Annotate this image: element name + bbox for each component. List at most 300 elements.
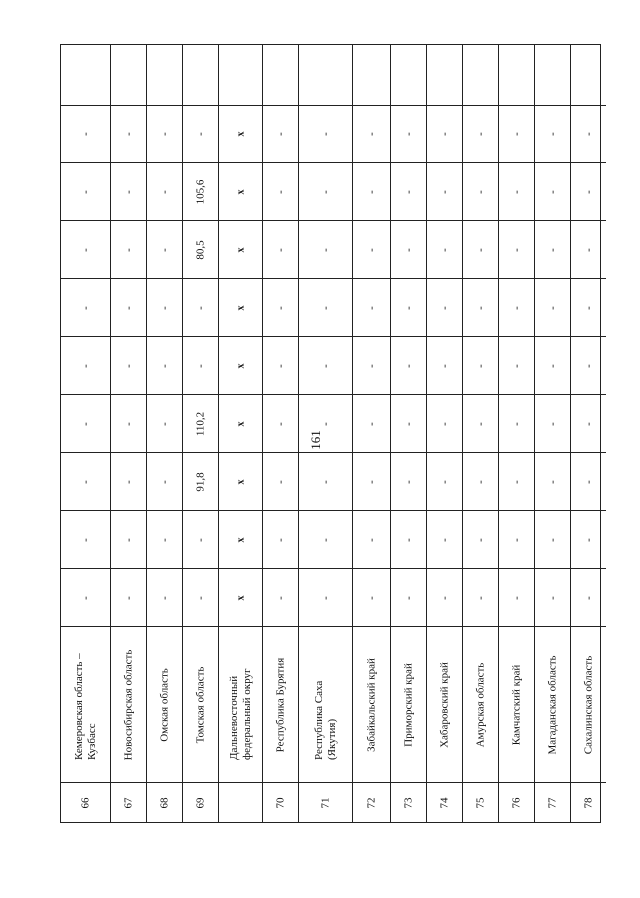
value-cell-text: - — [510, 595, 522, 600]
value-cell — [111, 220, 146, 278]
value-cell — [111, 162, 146, 220]
region-name-cell-text: Приморский край — [402, 662, 414, 747]
value-cell-text: - — [438, 421, 450, 426]
value-cell-text: - — [319, 479, 331, 484]
value-cell — [499, 510, 534, 568]
value-cell-text: - — [546, 189, 558, 194]
value-cell-text: - — [546, 305, 558, 310]
row-number-cell-text: 71 — [319, 797, 331, 808]
table-row — [571, 45, 606, 822]
value-cell — [263, 394, 298, 452]
region-name-cell — [499, 626, 534, 782]
value-cell — [263, 278, 298, 336]
table-row — [183, 45, 219, 822]
value-cell — [353, 278, 390, 336]
value-cell-text: - — [122, 421, 134, 426]
data-table — [60, 44, 601, 823]
value-cell-text: - — [438, 479, 450, 484]
row-number-cell-text: 67 — [122, 797, 134, 808]
table-row — [535, 45, 571, 822]
row-number-cell — [219, 782, 262, 822]
value-cell — [61, 568, 110, 626]
value-cell — [61, 220, 110, 278]
region-name-cell-text: Новосибирская область — [122, 649, 134, 760]
value-cell-text: - — [365, 363, 377, 368]
value-cell — [427, 220, 462, 278]
value-cell-text: - — [319, 595, 331, 600]
region-name-cell-text: Омская область — [158, 667, 170, 742]
row-number-cell — [353, 782, 390, 822]
value-cell — [499, 220, 534, 278]
value-cell-text: - — [194, 537, 206, 542]
value-cell-text: - — [402, 421, 414, 426]
value-cell-text: - — [582, 537, 594, 542]
page-number: 161 — [308, 430, 323, 450]
value-cell — [463, 336, 498, 394]
value-cell — [499, 568, 534, 626]
value-cell-text: - — [274, 363, 286, 368]
value-cell — [427, 452, 462, 510]
value-cell — [353, 452, 390, 510]
value-cell-text: - — [546, 363, 558, 368]
value-cell-text: - — [582, 132, 594, 136]
value-cell — [463, 568, 498, 626]
value-cell — [391, 220, 426, 278]
value-cell — [299, 278, 352, 336]
value-cell-text: - — [582, 247, 594, 252]
region-name-cell — [427, 626, 462, 782]
value-cell — [535, 220, 570, 278]
value-cell-text: 110,2 — [194, 411, 206, 436]
value-cell — [571, 394, 606, 452]
value-cell — [219, 452, 262, 510]
value-cell — [183, 105, 218, 162]
value-cell — [571, 510, 606, 568]
value-cell-text: - — [122, 305, 134, 310]
region-name-cell — [147, 626, 182, 782]
value-cell — [183, 452, 218, 510]
value-cell-text: - — [402, 479, 414, 484]
value-cell — [353, 220, 390, 278]
value-cell-text: - — [365, 595, 377, 600]
value-cell — [571, 278, 606, 336]
value-cell — [499, 105, 534, 162]
value-cell-text: - — [582, 421, 594, 426]
table-row — [427, 45, 463, 822]
value-cell-text: - — [474, 247, 486, 252]
value-cell — [571, 220, 606, 278]
value-cell — [535, 568, 570, 626]
value-cell-text: - — [122, 595, 134, 600]
region-name-cell — [353, 626, 390, 782]
value-cell-text: - — [438, 305, 450, 310]
value-cell-text: - — [194, 595, 206, 600]
value-cell-text: - — [122, 479, 134, 484]
table-row — [299, 45, 353, 822]
value-cell — [219, 510, 262, 568]
value-cell — [427, 105, 462, 162]
value-cell — [353, 568, 390, 626]
table-row — [353, 45, 391, 822]
value-cell — [353, 162, 390, 220]
value-cell-text: 91,8 — [194, 471, 206, 492]
value-cell — [499, 162, 534, 220]
value-cell-text: - — [510, 132, 522, 136]
value-cell — [147, 452, 182, 510]
value-cell-text: - — [438, 247, 450, 252]
value-cell — [263, 220, 298, 278]
value-cell — [299, 105, 352, 162]
value-cell — [353, 336, 390, 394]
table-row — [391, 45, 427, 822]
region-name-cell-text: Магаданская область — [546, 654, 558, 755]
value-cell — [219, 105, 262, 162]
value-cell-text: - — [79, 537, 91, 542]
region-name-cell-text: Республика Бурятия — [274, 657, 286, 752]
row-number-cell — [61, 782, 110, 822]
value-cell — [183, 336, 218, 394]
row-number-cell-text: 68 — [158, 797, 170, 808]
table-row — [499, 45, 535, 822]
row-number-cell-text: 72 — [365, 797, 377, 808]
value-cell-text: - — [158, 479, 170, 484]
value-cell — [571, 568, 606, 626]
value-cell — [427, 162, 462, 220]
value-cell-text: - — [122, 247, 134, 252]
value-cell-text: - — [319, 421, 331, 426]
value-cell — [147, 510, 182, 568]
row-number-cell — [499, 782, 534, 822]
value-cell-text: x — [235, 479, 246, 484]
row-number-cell — [183, 782, 218, 822]
value-cell-text: - — [402, 363, 414, 368]
value-cell-text: - — [582, 595, 594, 600]
value-cell-text: - — [274, 189, 286, 194]
value-cell — [571, 336, 606, 394]
value-cell-text: - — [158, 132, 170, 136]
value-cell — [535, 394, 570, 452]
row-number-cell — [535, 782, 570, 822]
value-cell-text: - — [402, 247, 414, 252]
value-cell — [571, 452, 606, 510]
value-cell — [183, 278, 218, 336]
value-cell-text: - — [474, 363, 486, 368]
value-cell — [61, 162, 110, 220]
value-cell-text: - — [79, 305, 91, 310]
value-cell-text: - — [365, 305, 377, 310]
value-cell-text: - — [274, 247, 286, 252]
value-cell — [111, 568, 146, 626]
value-cell — [219, 394, 262, 452]
value-cell — [535, 162, 570, 220]
value-cell — [147, 336, 182, 394]
table-row — [147, 45, 183, 822]
region-name-cell-text: Хабаровский край — [438, 661, 450, 748]
value-cell-text: - — [438, 595, 450, 600]
value-cell — [499, 336, 534, 394]
value-cell — [263, 336, 298, 394]
row-number-cell-text: 75 — [474, 797, 486, 808]
value-cell-text: - — [79, 189, 91, 194]
value-cell-text: - — [546, 479, 558, 484]
value-cell — [353, 105, 390, 162]
value-cell-text: 80,5 — [194, 239, 206, 260]
value-cell-text: - — [510, 363, 522, 368]
value-cell-text: - — [79, 363, 91, 368]
region-name-cell — [299, 626, 352, 782]
value-cell-text: - — [510, 189, 522, 194]
value-cell — [391, 336, 426, 394]
region-name-cell — [61, 626, 110, 782]
value-cell-text: - — [158, 305, 170, 310]
value-cell-text: - — [79, 247, 91, 252]
region-name-cell-text: Камчатский край — [510, 664, 522, 745]
value-cell — [299, 336, 352, 394]
value-cell-text: - — [274, 537, 286, 542]
value-cell-text: - — [194, 132, 206, 136]
value-cell-text: - — [546, 132, 558, 136]
value-cell — [61, 336, 110, 394]
value-cell-text: - — [402, 595, 414, 600]
value-cell-text: x — [235, 421, 246, 426]
value-cell-text: x — [235, 131, 246, 137]
value-cell-text: - — [365, 479, 377, 484]
value-cell-text: - — [365, 247, 377, 252]
value-cell-text: - — [194, 363, 206, 368]
value-cell — [391, 568, 426, 626]
value-cell — [61, 105, 110, 162]
value-cell-text: - — [274, 132, 286, 136]
value-cell — [263, 162, 298, 220]
value-cell — [219, 568, 262, 626]
value-cell-text: - — [438, 132, 450, 136]
value-cell-text: - — [474, 132, 486, 136]
row-number-cell-text: 77 — [546, 797, 558, 808]
value-cell — [61, 394, 110, 452]
row-number-cell-text: 74 — [438, 797, 450, 808]
value-cell — [147, 162, 182, 220]
value-cell-text: - — [319, 132, 331, 136]
value-cell-text: - — [122, 132, 134, 136]
value-cell — [463, 220, 498, 278]
value-cell — [353, 394, 390, 452]
value-cell — [111, 336, 146, 394]
value-cell-text: - — [546, 595, 558, 600]
region-name-cell — [571, 626, 606, 782]
value-cell — [147, 568, 182, 626]
region-name-cell — [263, 626, 298, 782]
value-cell — [463, 162, 498, 220]
value-cell — [147, 278, 182, 336]
value-cell — [183, 220, 218, 278]
value-cell-text: - — [402, 132, 414, 136]
value-cell-text: - — [79, 132, 91, 136]
value-cell-text: - — [402, 189, 414, 194]
value-cell-text: - — [438, 537, 450, 542]
value-cell-text: - — [79, 479, 91, 484]
value-cell-text: - — [438, 363, 450, 368]
value-cell — [499, 394, 534, 452]
region-name-cell — [219, 626, 262, 782]
value-cell — [299, 162, 352, 220]
value-cell — [299, 394, 352, 452]
value-cell — [263, 568, 298, 626]
value-cell — [147, 394, 182, 452]
table-row — [219, 45, 263, 822]
value-cell — [391, 452, 426, 510]
value-cell — [427, 278, 462, 336]
value-cell — [147, 220, 182, 278]
row-number-cell-text: 73 — [402, 797, 414, 808]
value-cell — [299, 568, 352, 626]
value-cell-text: - — [365, 537, 377, 542]
value-cell — [535, 452, 570, 510]
value-cell-text: - — [319, 305, 331, 310]
value-cell — [299, 510, 352, 568]
value-cell — [111, 278, 146, 336]
value-cell — [499, 278, 534, 336]
value-cell-text: - — [122, 363, 134, 368]
table-row — [463, 45, 499, 822]
value-cell — [61, 452, 110, 510]
region-name-cell — [183, 626, 218, 782]
value-cell-text: x — [235, 189, 246, 194]
value-cell-text: - — [365, 189, 377, 194]
value-cell-text: - — [158, 247, 170, 252]
value-cell-text: - — [546, 537, 558, 542]
value-cell — [219, 162, 262, 220]
value-cell — [263, 452, 298, 510]
value-cell — [391, 278, 426, 336]
value-cell — [219, 336, 262, 394]
value-cell-text: - — [158, 421, 170, 426]
row-number-cell-text: 66 — [79, 797, 91, 808]
value-cell — [391, 162, 426, 220]
value-cell-text: - — [274, 595, 286, 600]
row-number-cell — [263, 782, 298, 822]
value-cell — [219, 220, 262, 278]
value-cell — [183, 162, 218, 220]
value-cell — [535, 105, 570, 162]
value-cell — [391, 105, 426, 162]
row-number-cell — [427, 782, 462, 822]
value-cell-text: x — [235, 537, 246, 542]
value-cell-text: - — [474, 479, 486, 484]
value-cell-text: - — [582, 305, 594, 310]
value-cell-text: x — [235, 247, 246, 252]
value-cell-text: - — [319, 189, 331, 194]
value-cell-text: - — [79, 421, 91, 426]
region-name-cell-text: Томская область — [194, 666, 206, 743]
row-number-cell — [111, 782, 146, 822]
value-cell-text: - — [319, 363, 331, 368]
value-cell — [463, 278, 498, 336]
value-cell-text: - — [474, 537, 486, 542]
value-cell — [183, 394, 218, 452]
value-cell — [183, 510, 218, 568]
value-cell-text: - — [274, 421, 286, 426]
value-cell — [427, 568, 462, 626]
value-cell — [571, 162, 606, 220]
value-cell-text: - — [274, 305, 286, 310]
value-cell — [499, 452, 534, 510]
row-number-cell — [463, 782, 498, 822]
row-number-cell — [571, 782, 606, 822]
region-name-cell-text: Кемеровская область – Кузбасс — [72, 652, 98, 760]
row-number-cell — [299, 782, 352, 822]
value-cell — [263, 510, 298, 568]
value-cell-text: x — [235, 595, 246, 600]
value-cell — [299, 452, 352, 510]
value-cell-text: - — [510, 537, 522, 542]
value-cell-text: - — [365, 421, 377, 426]
value-cell — [535, 278, 570, 336]
value-cell-text: - — [158, 189, 170, 194]
value-cell-text: - — [274, 479, 286, 484]
region-name-cell-text: Амурская область — [474, 662, 486, 747]
value-cell — [219, 278, 262, 336]
value-cell — [535, 510, 570, 568]
value-cell-text: - — [582, 189, 594, 194]
value-cell — [571, 105, 606, 162]
row-number-cell-text: 76 — [510, 797, 522, 808]
value-cell — [463, 394, 498, 452]
value-cell-text: - — [402, 305, 414, 310]
value-cell — [61, 510, 110, 568]
value-cell-text: - — [365, 132, 377, 136]
value-cell-text: - — [474, 189, 486, 194]
value-cell — [427, 510, 462, 568]
value-cell — [427, 336, 462, 394]
row-number-cell-text: 69 — [194, 797, 206, 808]
value-cell-text: - — [474, 421, 486, 426]
value-cell — [111, 452, 146, 510]
value-cell-text: - — [510, 247, 522, 252]
value-cell-text: - — [438, 189, 450, 194]
value-cell-text: - — [319, 247, 331, 252]
region-name-cell — [391, 626, 426, 782]
value-cell — [111, 394, 146, 452]
table-row — [111, 45, 147, 822]
value-cell — [535, 336, 570, 394]
value-cell — [111, 510, 146, 568]
value-cell-text: - — [194, 305, 206, 310]
value-cell-text: - — [474, 595, 486, 600]
region-name-cell-text: Сахалинская область — [582, 655, 594, 754]
value-cell-text: - — [474, 305, 486, 310]
value-cell-text: - — [546, 247, 558, 252]
value-cell — [61, 278, 110, 336]
value-cell-text: x — [235, 363, 246, 368]
value-cell-text: - — [158, 363, 170, 368]
value-cell-text: - — [158, 537, 170, 542]
region-name-cell-text: Дальневосточный федеральный округ — [227, 668, 253, 760]
region-name-cell — [535, 626, 570, 782]
value-cell-text: - — [510, 479, 522, 484]
region-name-cell-text: Республика Саха (Якутия) — [312, 680, 338, 760]
value-cell-text: x — [235, 305, 246, 310]
value-cell — [427, 394, 462, 452]
value-cell — [463, 452, 498, 510]
table-row — [263, 45, 299, 822]
value-cell — [391, 510, 426, 568]
value-cell-text: - — [319, 537, 331, 542]
value-cell — [263, 105, 298, 162]
value-cell-text: - — [582, 363, 594, 368]
row-number-cell — [147, 782, 182, 822]
value-cell-text: - — [510, 421, 522, 426]
value-cell — [111, 105, 146, 162]
